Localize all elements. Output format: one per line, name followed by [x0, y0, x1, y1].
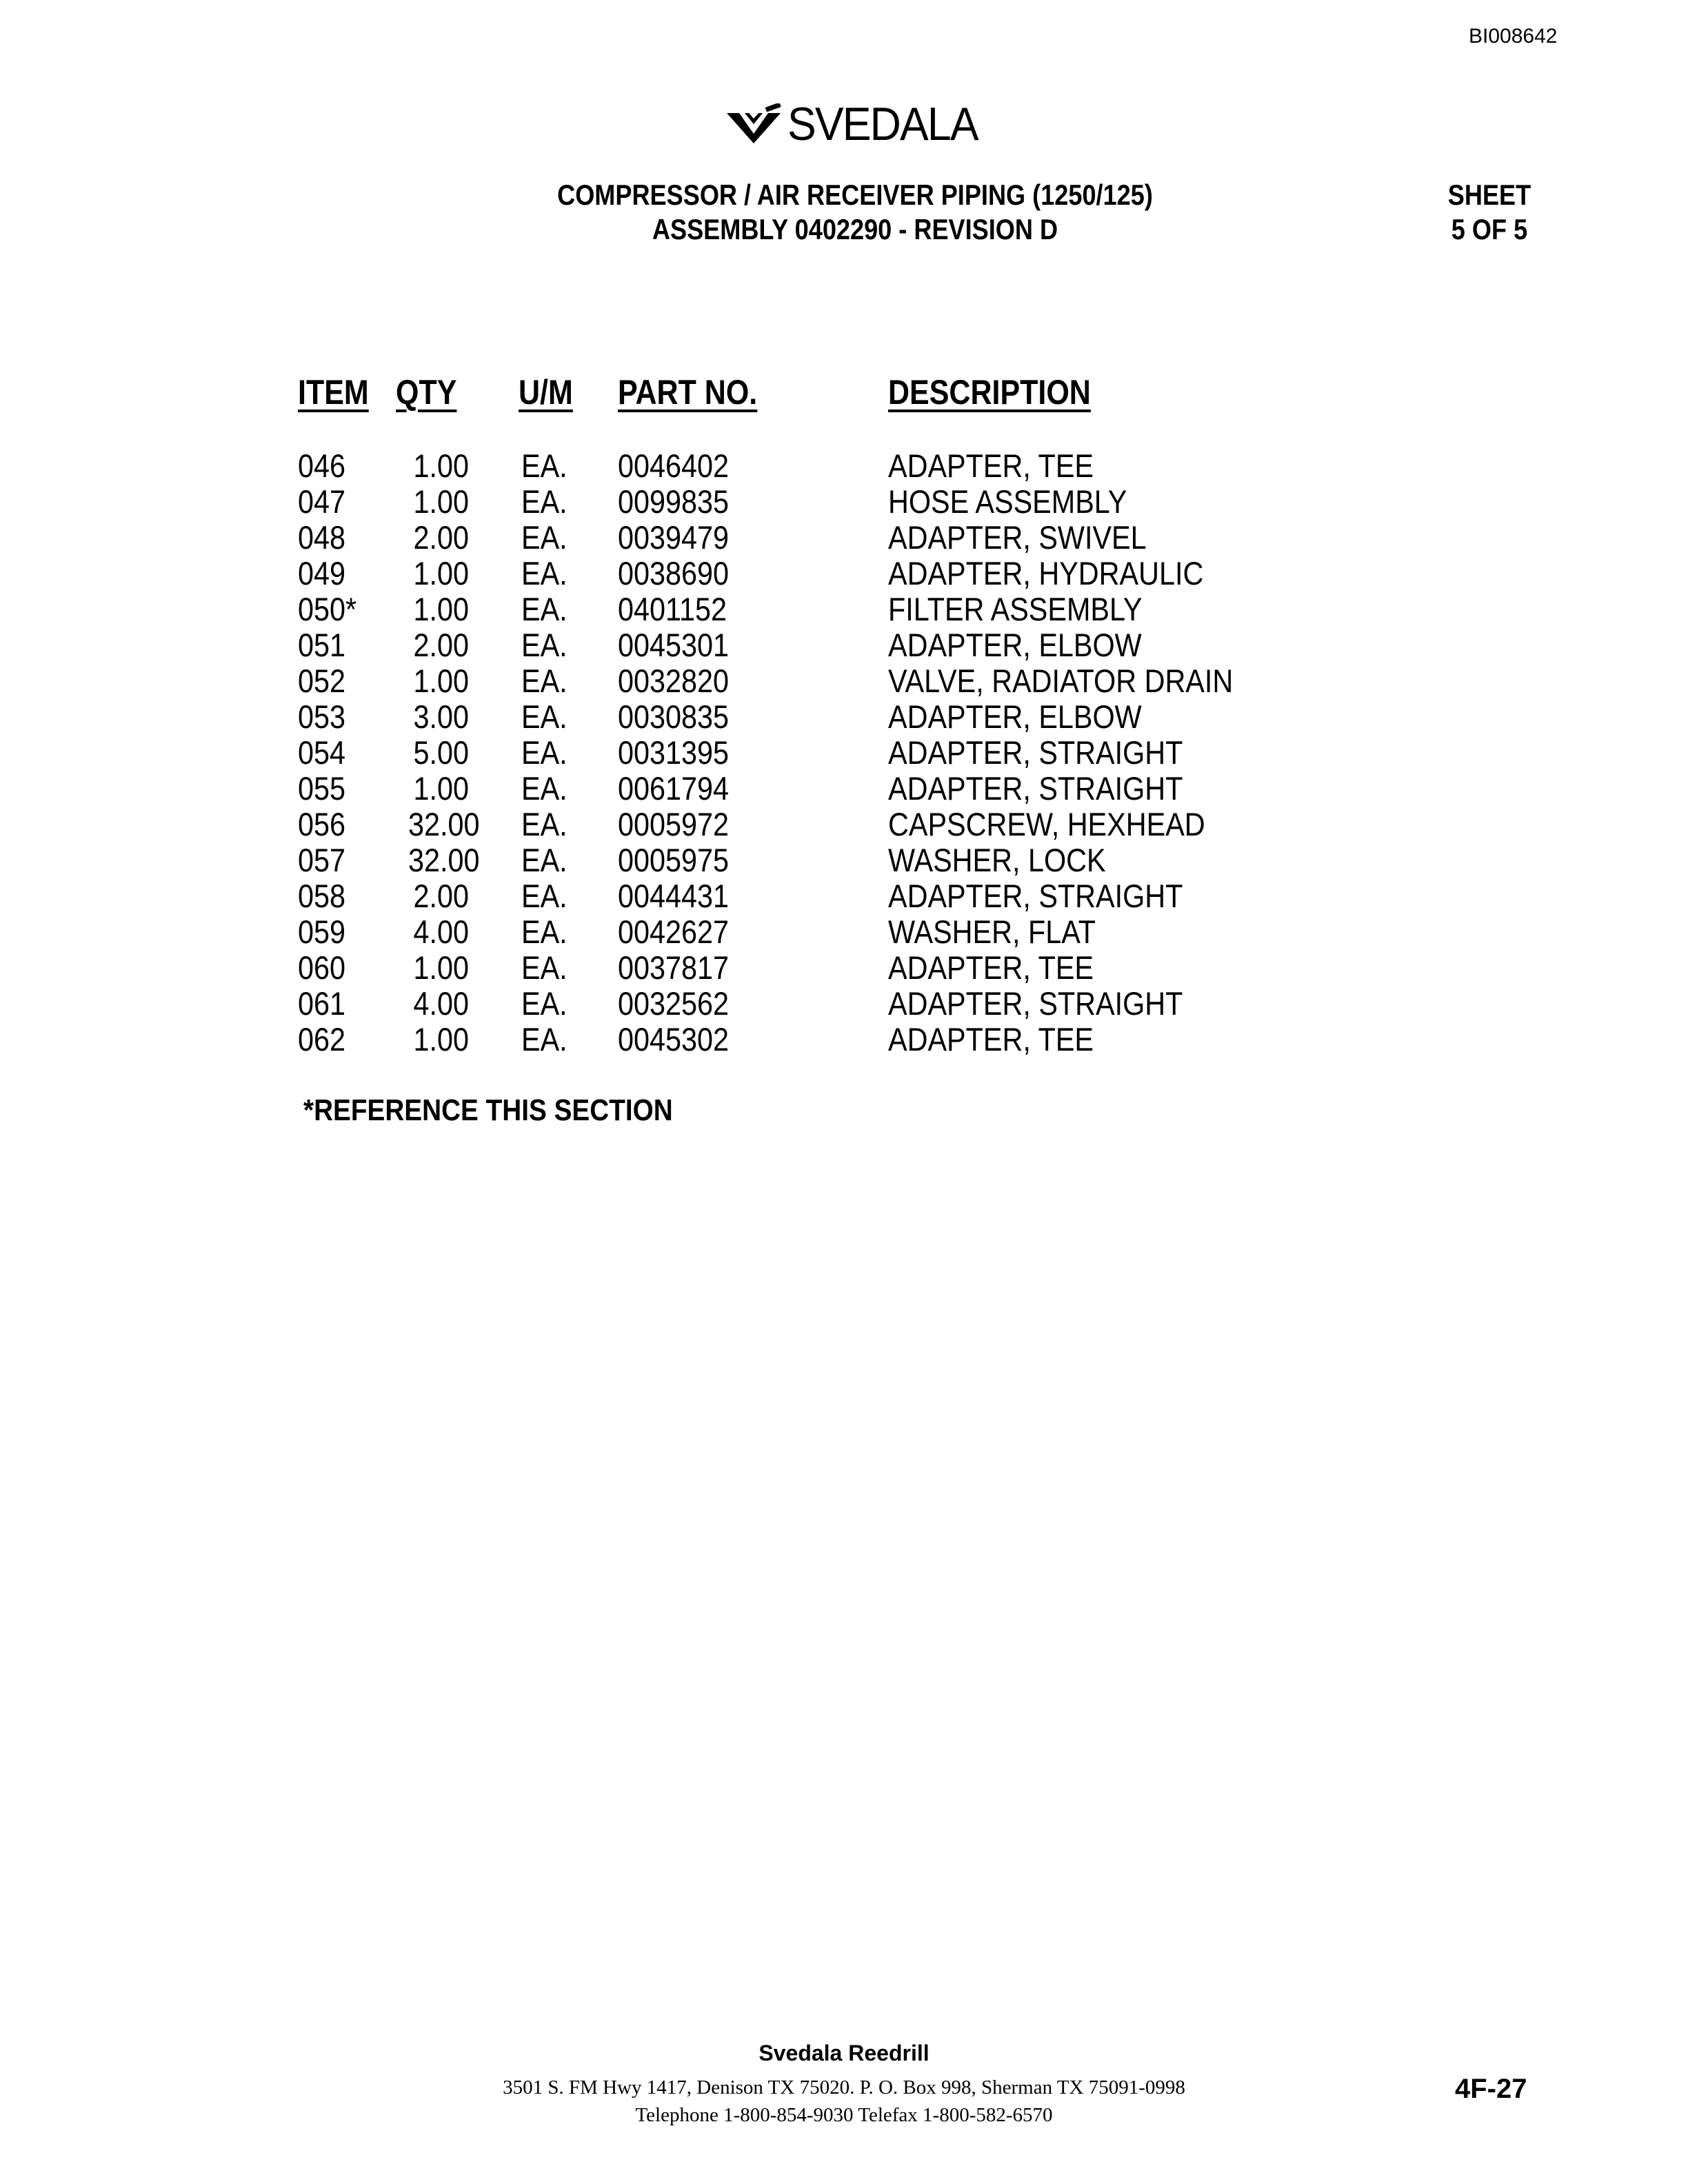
um-cell: EA. [521, 483, 567, 520]
description-cell: ADAPTER, STRAIGHT [888, 985, 1183, 1022]
qty-cell: 1.00 [413, 949, 469, 986]
svedala-logo-icon [724, 103, 783, 145]
table-row [0, 556, 1688, 592]
parts-table [0, 448, 1688, 1058]
part-number-cell: 0061794 [618, 770, 730, 807]
description-cell: WASHER, LOCK [888, 842, 1106, 878]
qty-cell: 1.00 [413, 447, 469, 484]
item-cell: 056 [298, 806, 346, 842]
table-row [0, 484, 1688, 520]
qty-cell: 1.00 [413, 555, 469, 592]
part-number-cell: 0032820 [618, 663, 730, 699]
description-cell: ADAPTER, ELBOW [888, 698, 1142, 735]
description-cell: FILTER ASSEMBLY [888, 591, 1143, 627]
header-qty: QTY [396, 373, 457, 412]
table-row [0, 627, 1688, 663]
um-cell: EA. [521, 627, 567, 663]
item-cell: 055 [298, 770, 346, 807]
qty-cell: 1.00 [413, 483, 469, 520]
header-um: U/M [519, 373, 573, 412]
description-cell: ADAPTER, TEE [888, 447, 1094, 484]
sheet-label: SHEET [1447, 179, 1531, 211]
part-number-cell: 0038690 [618, 555, 730, 592]
table-row [0, 950, 1688, 986]
part-number-cell: 0401152 [618, 591, 727, 627]
item-cell: 049 [298, 555, 346, 592]
table-row [0, 807, 1688, 842]
um-cell: EA. [521, 949, 567, 986]
qty-cell: 2.00 [413, 519, 469, 556]
part-number-cell: 0031395 [618, 734, 730, 771]
um-cell: EA. [521, 985, 567, 1022]
qty-cell: 1.00 [413, 770, 469, 807]
um-cell: EA. [521, 770, 567, 807]
item-cell: 047 [298, 483, 346, 520]
um-cell: EA. [521, 663, 567, 699]
um-cell: EA. [521, 1021, 567, 1058]
table-row [0, 592, 1688, 627]
um-cell: EA. [521, 734, 567, 771]
um-cell: EA. [521, 698, 567, 735]
item-cell: 053 [298, 698, 346, 735]
header-description: DESCRIPTION [888, 373, 1091, 412]
description-cell: ADAPTER, STRAIGHT [888, 878, 1183, 914]
um-cell: EA. [521, 519, 567, 556]
table-row [0, 986, 1688, 1022]
table-row [0, 663, 1688, 699]
part-number-cell: 0099835 [618, 483, 730, 520]
footer-address: 3501 S. FM Hwy 1417, Denison TX 75020. P. O. Box 998, Sherman TX 75091-0998 [503, 2076, 1185, 2099]
description-cell: ADAPTER, ELBOW [888, 627, 1142, 663]
header-item: ITEM [298, 373, 369, 412]
table-row [0, 1022, 1688, 1058]
description-cell: ADAPTER, HYDRAULIC [888, 555, 1204, 592]
part-number-cell: 0037817 [618, 949, 730, 986]
item-cell: 046 [298, 447, 346, 484]
table-row [0, 842, 1688, 878]
qty-cell: 3.00 [413, 698, 469, 735]
item-cell: 048 [298, 519, 346, 556]
qty-cell: 4.00 [413, 985, 469, 1022]
item-cell: 060 [298, 949, 346, 986]
um-cell: EA. [521, 591, 567, 627]
description-cell: ADAPTER, SWIVEL [888, 519, 1147, 556]
svedala-logo [724, 97, 994, 152]
table-row [0, 914, 1688, 950]
item-cell: 061 [298, 985, 346, 1022]
item-cell: 051 [298, 627, 346, 663]
reference-note: *REFERENCE THIS SECTION [303, 1093, 673, 1127]
qty-cell: 4.00 [413, 913, 469, 950]
description-cell: ADAPTER, STRAIGHT [888, 734, 1183, 771]
qty-cell: 1.00 [413, 1021, 469, 1058]
description-cell: ADAPTER, TEE [888, 1021, 1094, 1058]
table-row [0, 735, 1688, 771]
description-cell: ADAPTER, STRAIGHT [888, 770, 1183, 807]
footer-address-block [0, 2074, 1688, 2129]
um-cell: EA. [521, 447, 567, 484]
part-number-cell: 0030835 [618, 698, 730, 735]
um-cell: EA. [521, 806, 567, 842]
table-row [0, 520, 1688, 556]
qty-cell: 32.00 [408, 842, 480, 878]
part-number-cell: 0032562 [618, 985, 730, 1022]
item-cell: 058 [298, 878, 346, 914]
part-number-cell: 0044431 [618, 878, 730, 914]
title-line-1: COMPRESSOR / AIR RECEIVER PIPING (1250/125) [557, 179, 1153, 211]
description-cell: VALVE, RADIATOR DRAIN [888, 663, 1234, 699]
qty-cell: 2.00 [413, 627, 469, 663]
description-cell: WASHER, FLAT [888, 913, 1096, 950]
part-number-cell: 0039479 [618, 519, 730, 556]
item-cell: 050* [298, 591, 357, 627]
qty-cell: 5.00 [413, 734, 469, 771]
table-row [0, 771, 1688, 807]
um-cell: EA. [521, 842, 567, 878]
qty-cell: 2.00 [413, 878, 469, 914]
description-cell: CAPSCREW, HEXHEAD [888, 806, 1205, 842]
description-cell: ADAPTER, TEE [888, 949, 1094, 986]
part-number-cell: 0042627 [618, 913, 730, 950]
logo-wordmark: SVEDALA [787, 98, 978, 150]
title-line-2: ASSEMBLY 0402290 - REVISION D [652, 213, 1058, 245]
footer-phone: Telephone 1-800-854-9030 Telefax 1-800-582-6570 [635, 2104, 1053, 2126]
item-cell: 059 [298, 913, 346, 950]
part-number-cell: 0005975 [618, 842, 730, 878]
item-cell: 062 [298, 1021, 346, 1058]
um-cell: EA. [521, 878, 567, 914]
qty-cell: 32.00 [408, 806, 480, 842]
part-number-cell: 0045302 [618, 1021, 730, 1058]
description-cell: HOSE ASSEMBLY [888, 483, 1127, 520]
part-number-cell: 0045301 [618, 627, 730, 663]
table-row [0, 448, 1688, 484]
um-cell: EA. [521, 913, 567, 950]
sheet-value: 5 OF 5 [1451, 213, 1528, 245]
header-part-no: PART NO. [618, 373, 758, 412]
page-number: 4F-27 [1455, 2074, 1527, 2104]
item-cell: 054 [298, 734, 346, 771]
qty-cell: 1.00 [413, 663, 469, 699]
table-row [0, 878, 1688, 914]
table-row [0, 699, 1688, 735]
document-id: BI008642 [1469, 25, 1558, 48]
document-title [499, 178, 1211, 247]
item-cell: 052 [298, 663, 346, 699]
sheet-indicator [1418, 178, 1560, 247]
um-cell: EA. [521, 555, 567, 592]
qty-cell: 1.00 [413, 591, 469, 627]
item-cell: 057 [298, 842, 346, 878]
part-number-cell: 0046402 [618, 447, 730, 484]
part-number-cell: 0005972 [618, 806, 730, 842]
footer-company: Svedala Reedrill [758, 2041, 930, 2065]
